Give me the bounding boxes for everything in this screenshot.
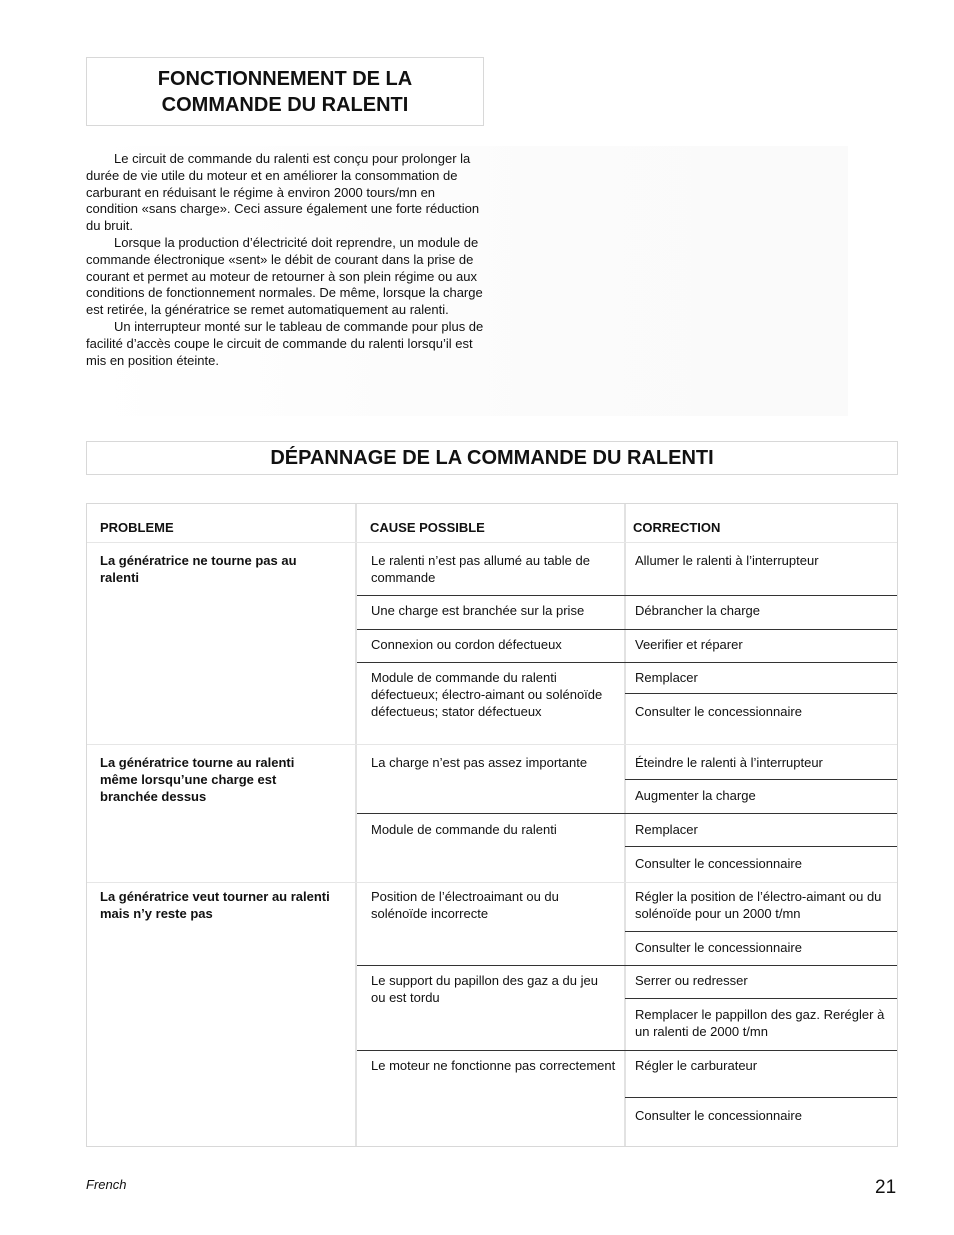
cause-cell: Le ralenti n’est pas allumé au table de commande (371, 553, 590, 585)
row-rule (625, 779, 897, 780)
group-divider (87, 882, 897, 883)
header-correction: CORRECTION (633, 520, 721, 535)
row-rule (625, 998, 897, 999)
row-rule (625, 1097, 897, 1098)
header-cause-possible: CAUSE POSSIBLE (370, 520, 485, 535)
row-rule (357, 965, 627, 966)
page-number: 21 (875, 1177, 897, 1198)
paragraph-3: Un interrupteur monté sur le tableau de commande pour plus de facilité d’accès coupe le circuit de commande du ralenti lorsqu’il est mis en position éteinte. (86, 318, 484, 368)
correction-cell: Allumer le ralenti à l’interrupteur (635, 553, 819, 568)
row-rule (625, 662, 897, 663)
correction-cell: Consulter le concessionnaire (635, 704, 802, 719)
section-title-fonctionnement (86, 57, 484, 126)
row-rule (357, 662, 627, 663)
correction-cell: Débrancher la charge (635, 603, 761, 618)
cause-cell: Position de l’électroaimant ou du solénoïde incorrecte (371, 889, 559, 921)
row-rule (625, 1050, 897, 1051)
cause-cell: Le moteur ne fonctionne pas correctement (371, 1058, 616, 1073)
footer-language: French (86, 1177, 127, 1192)
correction-cell: Veerifier et réparer (635, 637, 743, 652)
cause-cell: Une charge est branchée sur la prise (371, 603, 585, 618)
problem-cell: La génératrice tourne au ralenti même lorsqu’une charge est branchée dessus (100, 755, 295, 804)
section-title-depannage: DÉPANNAGE DE LA COMMANDE DU RALENTI (86, 441, 898, 475)
paragraph-2: Lorsque la production d’électricité doit reprendre, un module de commande électronique «sent» le débit de courant dans la prise de courant et permet au moteur de retourner à son plein régime ou aux conditions de fonctionnement normales. De même, lorsque la charge est retirée, la génératrice se remet automatiquement au ralenti. (86, 234, 483, 318)
cause-cell: Module de commande du ralenti (371, 822, 557, 837)
group-divider (87, 744, 897, 745)
section-title-line-2: COMMANDE DU RALENTI (161, 94, 409, 116)
section-body-text (86, 151, 486, 369)
section-title-line-1: FONCTIONNEMENT DE LA (157, 68, 413, 90)
cause-cell: La charge n’est pas assez importante (371, 755, 588, 770)
cause-cell: Connexion ou cordon défectueux (371, 637, 562, 652)
header-probleme: PROBLEME (100, 520, 174, 535)
row-rule (625, 595, 897, 596)
correction-cell: Consulter le concessionnaire (635, 940, 802, 955)
row-rule (625, 846, 897, 847)
correction-cell: Augmenter la charge (635, 788, 756, 803)
row-rule (625, 813, 897, 814)
row-rule (625, 965, 897, 966)
correction-cell: Remplacer le pappillon des gaz. Rerégler à un ralenti de 2000 t/mn (635, 1007, 885, 1039)
troubleshooting-table (86, 503, 898, 1147)
correction-cell: Remplacer (635, 822, 698, 837)
problem-cell: La génératrice veut tourner au ralenti mais n’y reste pas (100, 889, 330, 921)
row-rule (357, 629, 627, 630)
correction-cell: Régler la position de l’électro-aimant ou du solénoïde pour un 2000 t/mn (635, 889, 882, 921)
header-divider (87, 542, 897, 543)
correction-cell: Régler le carburateur (635, 1058, 758, 1073)
row-rule (357, 813, 627, 814)
correction-cell: Consulter le concessionnaire (635, 1108, 802, 1123)
paragraph-1: Le circuit de commande du ralenti est conçu pour prolonger la durée de vie utile du moteur et en améliorer la consommation de carburant en réduisant le régime à environ 2000 tours/mn en condition «sans charge». Ceci assure également une forte réduction du bruit. (86, 151, 480, 234)
row-rule (625, 629, 897, 630)
cause-cell: Le support du papillon des gaz a du jeu ou est tordu (371, 973, 598, 1005)
correction-cell: Serrer ou redresser (635, 973, 748, 988)
row-rule (625, 931, 897, 932)
row-rule (625, 693, 897, 694)
correction-cell: Éteindre le ralenti à l’interrupteur (635, 755, 823, 770)
problem-cell: La génératrice ne tourne pas au ralenti (100, 553, 297, 585)
correction-cell: Consulter le concessionnaire (635, 856, 802, 871)
cause-cell: Module de commande du ralenti défectueux; électro-aimant ou solénoïde défectueus; stator défectueux (371, 670, 603, 719)
row-rule (357, 1050, 627, 1051)
correction-cell: Remplacer (635, 670, 698, 685)
row-rule (357, 595, 627, 596)
